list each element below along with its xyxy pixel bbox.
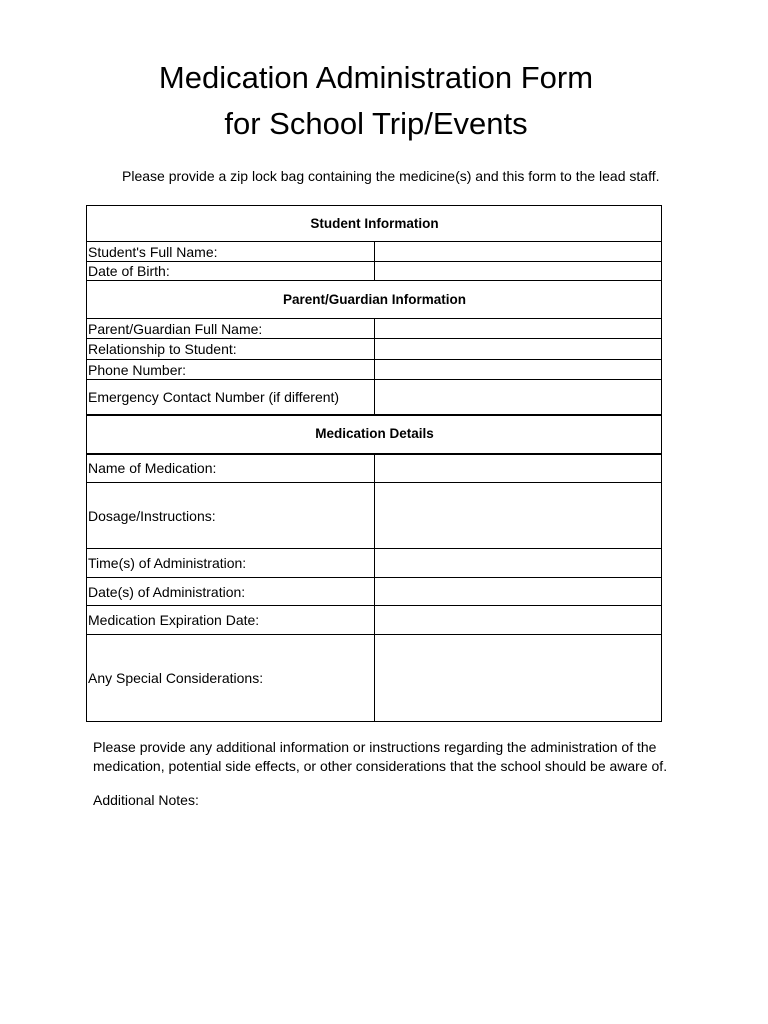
field-label-medication-name: Name of Medication: [87, 454, 375, 483]
field-input-administration-dates[interactable] [374, 578, 662, 606]
field-label-administration-dates: Date(s) of Administration: [87, 578, 375, 606]
form-instruction: Please provide a zip lock bag containing the medicine(s) and this form to the lead staff. [122, 168, 660, 184]
field-label-date-of-birth: Date of Birth: [87, 262, 375, 281]
field-input-administration-times[interactable] [374, 549, 662, 578]
field-label-expiration-date: Medication Expiration Date: [87, 606, 375, 635]
form-title-line-2: for School Trip/Events [224, 106, 528, 141]
field-input-emergency-contact[interactable] [374, 380, 662, 415]
field-input-medication-name[interactable] [374, 454, 662, 483]
field-input-date-of-birth[interactable] [374, 262, 662, 281]
field-label-dosage: Dosage/Instructions: [87, 483, 375, 549]
field-label-phone-number: Phone Number: [87, 360, 375, 380]
form-title-line-1: Medication Administration Form [158, 60, 594, 95]
field-label-student-name: Student's Full Name: [87, 242, 375, 262]
section-heading-guardian: Parent/Guardian Information [87, 281, 662, 319]
field-input-special-considerations[interactable] [374, 635, 662, 722]
medication-form-table [86, 205, 662, 722]
field-input-expiration-date[interactable] [374, 606, 662, 635]
field-input-guardian-name[interactable] [374, 319, 662, 339]
field-input-student-name[interactable] [374, 242, 662, 262]
additional-info-text: Please provide any additional information or instructions regarding the administration of the medication, potential side effects, or other considerations that the school should be aware of. [93, 739, 668, 774]
field-label-emergency-contact: Emergency Contact Number (if different) [87, 380, 375, 415]
field-input-phone-number[interactable] [374, 360, 662, 380]
field-label-guardian-name: Parent/Guardian Full Name: [87, 319, 375, 339]
field-label-relationship: Relationship to Student: [87, 339, 375, 360]
field-input-relationship[interactable] [374, 339, 662, 360]
additional-notes-label: Additional Notes: [93, 792, 199, 808]
field-label-special-considerations: Any Special Considerations: [87, 635, 375, 722]
field-input-dosage[interactable] [374, 483, 662, 549]
section-heading-student: Student Information [87, 206, 662, 242]
field-label-administration-times: Time(s) of Administration: [87, 549, 375, 578]
section-heading-medication: Medication Details [87, 415, 662, 454]
